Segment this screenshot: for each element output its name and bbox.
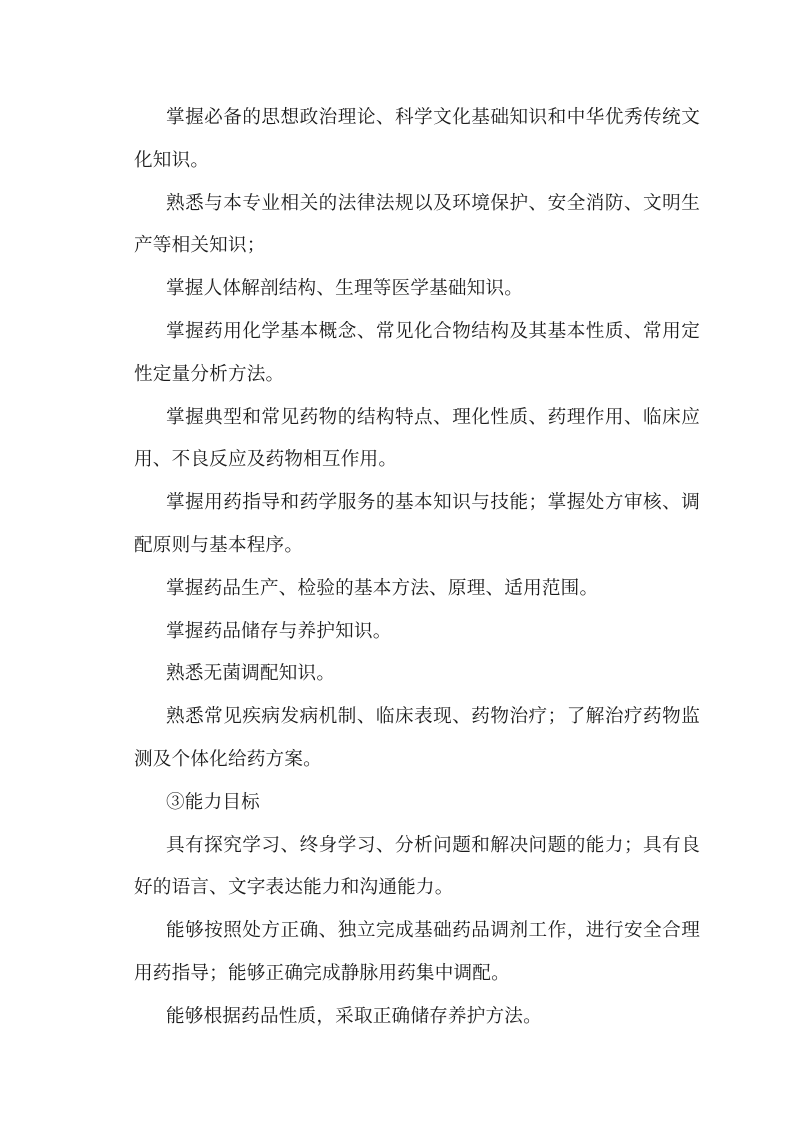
paragraph-medicinal-chemistry: 掌握药用化学基本概念、常见化合物结构及其基本性质、常用定性定量分析方法。 (134, 320, 700, 385)
paragraph-aseptic-dispensing: 熟悉无菌调配知识。 (166, 663, 336, 685)
paragraph-production-inspection: 掌握药品生产、检验的基本方法、原理、适用范围。 (166, 577, 599, 599)
paragraph-ideology-culture-knowledge: 掌握必备的思想政治理论、科学文化基础知识和中华优秀传统文化知识。 (134, 107, 700, 171)
paragraph-learning-communication: 具有探究学习、终身学习、分析问题和解决问题的能力；具有良好的语言、文字表达能力和沟通能力。 (134, 834, 700, 899)
paragraph-laws-regulations: 熟悉与本专业相关的法律法规以及环境保护、安全消防、文明生产等相关知识； (134, 192, 700, 257)
paragraph-disease-treatment: 熟悉常见疾病发病机制、临床表现、药物治疗；了解治疗药物监测及个体化给药方案。 (134, 706, 700, 770)
paragraph-anatomy-physiology: 掌握人体解剖结构、生理等医学基础知识。 (166, 278, 524, 300)
paragraph-storage-methods: 能够根据药品性质，采取正确储存养护方法。 (166, 1005, 542, 1027)
paragraph-dispensing-work: 能够按照处方正确、独立完成基础药品调剂工作，进行安全合理用药指导；能够正确完成静脉用药集中调配。 (134, 920, 700, 984)
paragraph-pharmacy-services: 掌握用药指导和药学服务的基本知识与技能；掌握处方审核、调配原则与基本程序。 (134, 492, 700, 556)
paragraph-drug-properties: 掌握典型和常见药物的结构特点、理化性质、药理作用、临床应用、不良反应及药物相互作用。 (134, 406, 700, 471)
document-body (134, 97, 700, 1039)
paragraph-storage-maintenance: 掌握药品储存与养护知识。 (166, 620, 392, 642)
section-heading-ability-goals: ③能力目标 (166, 791, 260, 813)
